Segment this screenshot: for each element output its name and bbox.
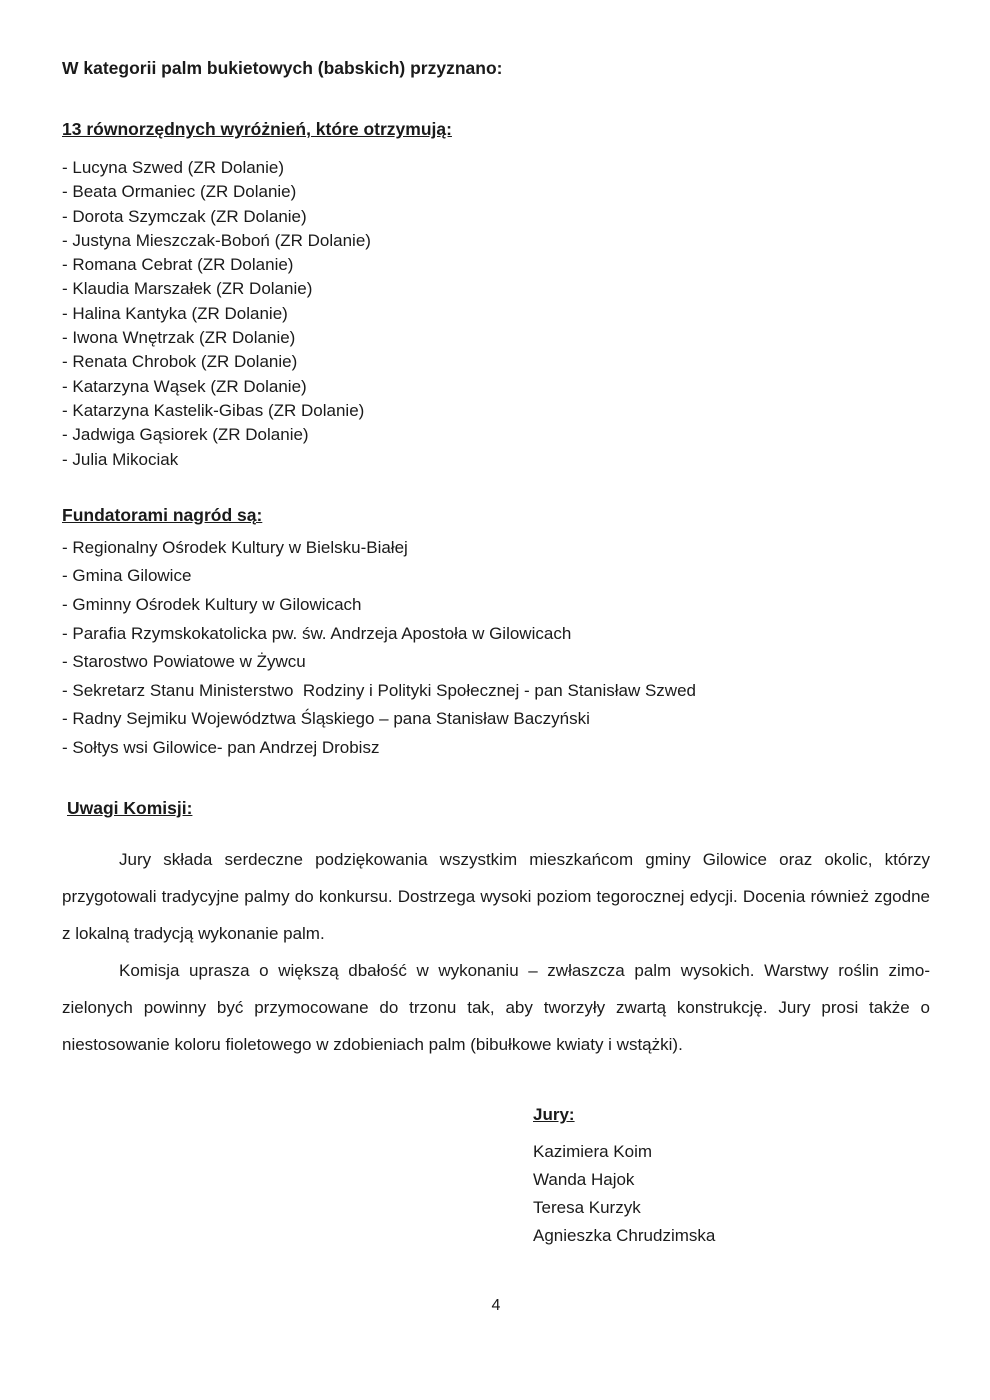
awards-section-title: 13 równorzędnych wyróżnień, które otrzymują: [62,119,452,139]
sponsor-item: - Sekretarz Stanu Ministerstwo Rodziny i Polityki Społecznej - pan Stanisław Szwed [62,680,696,700]
page-number: 4 [491,1296,501,1314]
sponsor-item: - Starostwo Powiatowe w Żywcu [62,652,306,672]
jury-member: Wanda Hajok [533,1169,635,1189]
awards-list [62,156,930,472]
sponsor-item: - Radny Sejmiku Województwa Śląskiego – pana Stanisław Baczyński [62,709,590,729]
jury-block [533,1105,930,1250]
award-item: - Halina Kantyka (ZR Dolanie) [62,303,288,323]
jury-member: Kazimiera Koim [533,1141,653,1161]
award-item: - Renata Chrobok (ZR Dolanie) [62,352,298,372]
remarks-section-title: Uwagi Komisji: [67,797,193,818]
remarks-paragraph-2: Komisja uprasza o większą dbałość w wykonaniu – zwłaszcza palm wysokich. Warstwy roślin zimo-zielonych powinny być przymocowane do trzonu tak, aby tworzyły zwartą konstrukcję. Jury prosi także o niestosowanie koloru fioletowego w zdobieniach palm (bibułkowe kwiaty i wstążki). [62,960,930,1054]
jury-member: Teresa Kurzyk [533,1197,641,1217]
sponsor-item: - Gminny Ośrodek Kultury w Gilowicach [62,595,362,615]
award-item: - Julia Mikociak [62,449,179,469]
award-item: - Lucyna Szwed (ZR Dolanie) [62,158,285,177]
award-item: - Jadwiga Gąsiorek (ZR Dolanie) [62,425,309,445]
sponsors-section-title: Fundatorami nagród są: [62,504,263,525]
award-item: - Katarzyna Kastelik-Gibas (ZR Dolanie) [62,400,365,420]
award-item: - Beata Ormaniec (ZR Dolanie) [62,182,297,202]
award-item: - Justyna Mieszczak-Boboń (ZR Dolanie) [62,230,371,250]
category-heading: W kategorii palm bukietowych (babskich) przyznano: [62,58,503,78]
jury-member: Agnieszka Chrudzimska [533,1225,716,1245]
award-item: - Iwona Wnętrzak (ZR Dolanie) [62,328,296,348]
sponsor-item: - Regionalny Ośrodek Kultury w Bielsku-Białej [62,537,408,557]
sponsor-item: - Parafia Rzymskokatolicka pw. św. Andrzeja Apostoła w Gilowicach [62,623,572,643]
sponsor-item: - Gmina Gilowice [62,566,192,586]
award-item: - Katarzyna Wąsek (ZR Dolanie) [62,376,307,396]
jury-list [533,1138,930,1250]
remarks-paragraph-1: Jury składa serdeczne podziękowania wszystkim mieszkańcom gminy Gilowice oraz okolic, którzy przygotowali tradycyjne palmy do konkursu. Dostrzega wysoki poziom tegorocznej edycji. Docenia również zgodne z lokalną tradycją wykonanie palm. [62,849,930,943]
award-item: - Dorota Szymczak (ZR Dolanie) [62,206,307,226]
sponsor-item: - Sołtys wsi Gilowice- pan Andrzej Drobisz [62,738,380,758]
sponsors-list [62,534,930,763]
award-item: - Klaudia Marszałek (ZR Dolanie) [62,279,313,299]
award-item: - Romana Cebrat (ZR Dolanie) [62,255,294,275]
jury-section-title: Jury: [533,1104,575,1124]
